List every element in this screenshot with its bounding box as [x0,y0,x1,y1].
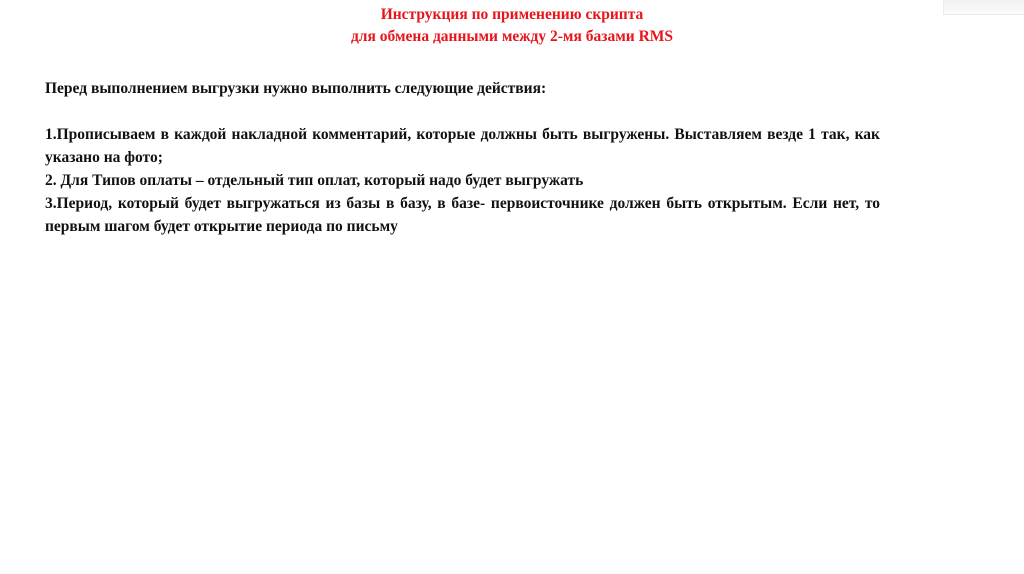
instruction-item-1: 1.Прописываем в каждой накладной комментарий, которые должны быть выгружены. Выставляем везде 1 так, как указано на фото; [45,126,880,166]
slide-title [0,4,1024,48]
intro-text: Перед выполнением выгрузки нужно выполнить следующие действия: [45,80,547,97]
title-line-1: Инструкция по применению скрипта [380,6,644,23]
slide-body [45,77,880,238]
title-line-2: для обмена данными между 2-мя базами RMS [350,28,674,45]
instruction-item-3: 3.Период, который будет выгружаться из базы в базу, в базе- первоисточнике должен быть открытым. Если нет, то первым шагом будет открытие периода по письму [45,195,880,235]
instruction-item-2: 2. Для Типов оплаты – отдельный тип оплат, который надо будет выгружать [45,172,584,189]
